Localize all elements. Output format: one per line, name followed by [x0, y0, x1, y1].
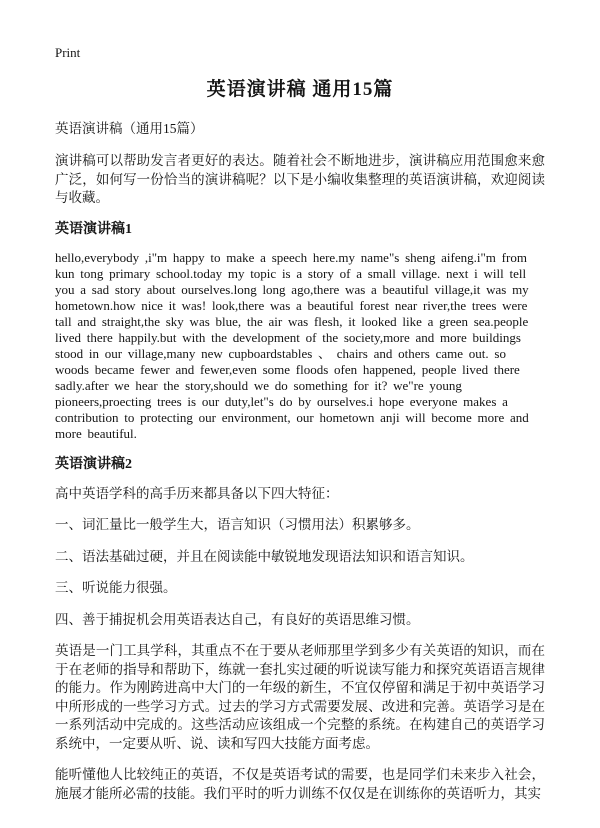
section-2-heading: 英语演讲稿2	[55, 456, 132, 472]
section-2-body-paragraph: 英语是一门工具学科，其重点不在于要从老师那里学到多少有关英语的知识，而在于在老师的指导和帮助下，练就一套扎实过硬的听说读写能力和探究英语语言规律的能力。作为刚跨进高中大门的一年级的新生，不宜仅停留和满足于初中英语学习中所形成的一些学习方式。过去的学习方式需要发展、改进和完善。英语学习是在一系列活动中完成的。这些活动应该组成一个完整的系统。在构建自己的英语学习系统中，一定要从听、说、读和写四大技能方面考虑。	[55, 643, 545, 751]
document-subtitle: 英语演讲稿（通用15篇）	[55, 121, 204, 136]
feature-item-2: 二、语法基础过硬，并且在阅读能中敏锐地发现语法知识和语言知识。	[55, 548, 474, 564]
feature-item-4: 四、善于捕捉机会用英语表达自己，有良好的英语思维习惯。	[55, 611, 420, 627]
page-title: 英语演讲稿 通用15篇	[206, 79, 394, 100]
section-1-heading: 英语演讲稿1	[55, 221, 132, 237]
feature-item-1: 一、词汇量比一般学生大，语言知识（习惯用法）积累够多。	[55, 517, 420, 532]
section-2-lead-paragraph: 高中英语学科的高手历来都具备以下四大特征：	[55, 485, 339, 501]
section-1-speech-paragraph: hello,everybody ,i"m happy to make a speech here.my name"s sheng aifeng.i"m from kun tong primary school.today my topic is a story of a small village. next i will tell you a sad story about ourselves.long long ago,there was a beautiful village,it was my hometown.how nice it was! look,there was a beautiful forest near river,the trees were tall and straight,the sky was blue, the air was flesh, it looked like a green sea.people lived there happily.but with the development of the society,more and more buildings stood in our village,many new cupboardstables 、 chairs and others came out. so woods became fewer and fewer,even some floods ofen happened, people lived there sadly.after we hear the story,should we do something for it? we"re young pioneers,proecting trees is our duty,let"s do by ourselves.i hope everyone makes a contribution to protecting our environment, our hometown anji will become more and more beautiful.	[55, 249, 529, 441]
intro-paragraph: 演讲稿可以帮助发言者更好的表达。随着社会不断地进步，演讲稿应用范围愈来愈广泛，如何写一份恰当的演讲稿呢？以下是小编收集整理的英语演讲稿，欢迎阅读与收藏。	[55, 153, 545, 205]
section-2-closing-paragraph: 能听懂他人比较纯正的英语，不仅是英语考试的需要，也是同学们未来步入社会，施展才能所必需的技能。我们平时的听力训练不仅仅是在训练你的英语听力，其实	[55, 767, 545, 801]
print-button[interactable]: Print	[55, 45, 81, 60]
feature-item-3: 三、听说能力很强。	[55, 580, 177, 595]
